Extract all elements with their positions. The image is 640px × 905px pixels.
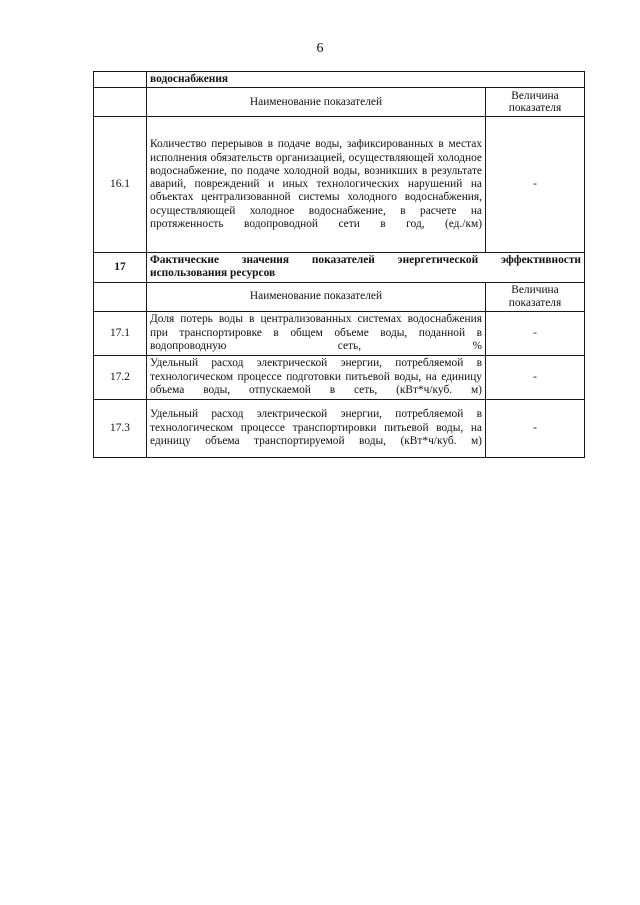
row-description: Доля потерь воды в централизованных системах водоснабжения при транспортировке в общем объеме воды, поданной в водопроводную сеть, % xyxy=(147,311,486,355)
row-value: - xyxy=(485,355,584,399)
column-header-name: Наименование показателей xyxy=(147,88,486,117)
page-number: 6 xyxy=(316,41,324,56)
section-title: Фактические значения показателей энергетической эффективности использования ресурсов xyxy=(147,253,585,282)
row-value: - xyxy=(485,117,584,253)
row-number: 17.1 xyxy=(94,311,147,355)
row-number: 17.2 xyxy=(94,355,147,399)
column-header-value: Величина показателя xyxy=(485,88,584,117)
row-number: 16.1 xyxy=(94,117,147,253)
section-row xyxy=(94,253,585,282)
indicators-table xyxy=(93,71,585,458)
table-header-row xyxy=(94,88,585,117)
section-number: 17 xyxy=(94,253,147,282)
row-number: 17.3 xyxy=(94,399,147,457)
table-row xyxy=(94,117,585,253)
row-value: - xyxy=(485,399,584,457)
table-row xyxy=(94,311,585,355)
column-header-name: Наименование показателей xyxy=(147,282,486,311)
table-header-row xyxy=(94,282,585,311)
empty-cell xyxy=(94,88,147,117)
row-description: Удельный расход электрической энергии, потребляемой в технологическом процессе подготовки питьевой воды, на единицу объема воды, отпускаемой в сеть, (кВт*ч/куб. м) xyxy=(147,355,486,399)
row-description: Количество перерывов в подаче воды, зафиксированных в местах исполнения обязательств организацией, осуществляющей холодное водоснабжение, по подаче холодной воды, возникших в результате аварий, повреждений и иных технологических нарушений на объектах централизованной системы холодного водоснабжения, осуществляющей холодное водоснабжение, в расчете на протяженность водопроводной сети в год, (ед./км) xyxy=(147,117,486,253)
section-title-continued: водоснабжения xyxy=(147,72,585,88)
row-value: - xyxy=(485,311,584,355)
column-header-value: Величина показателя xyxy=(485,282,584,311)
empty-cell xyxy=(94,282,147,311)
table-row xyxy=(94,399,585,457)
table-row xyxy=(94,355,585,399)
row-description: Удельный расход электрической энергии, потребляемой в технологическом процессе транспортировки питьевой воды, на единицу объема транспортируемой воды, (кВт*ч/куб. м) xyxy=(147,399,486,457)
carryover-title-row xyxy=(94,72,585,88)
empty-cell xyxy=(94,72,147,88)
